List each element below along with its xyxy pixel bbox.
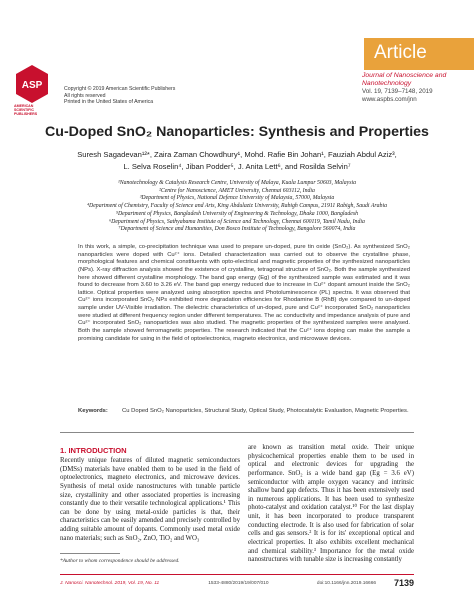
article-label: Article: [374, 42, 427, 63]
affiliation: ³Department of Physics, National Defence University of Malaysia, 57000, Malaysia: [139, 195, 335, 202]
body-column-left: Recently unique features of diluted magnetic semiconductors (DMSs) materials have enabled them to be used in the field of optoelectronics, magneto electronics, and microwave devices. Synthesis of metal oxide nanostructures with tunable particle size, crystallinity and other associated properties is increasing constantly due to their versatile technological applications.¹ This can be done by using metal-oxide particles is that, their characteristics can be easily amended and precisely controlled by adding suitable amount of dopants. Commonly used metal oxide nano materials; such as SnO₂, ZnO, TiO₂ and WO₃: [60, 457, 240, 542]
keywords-text: Cu Doped SnO₂ Nanoparticles, Structural Study, Optical Study, Photocatalytic Evaluation, Magnetic Properties.: [122, 408, 409, 414]
correspondence-note: *Author to whom correspondence should be addressed.: [60, 558, 180, 564]
logo-text: ASP: [21, 80, 43, 91]
keywords-label: Keywords:: [78, 408, 108, 414]
author-line: Suresh Sagadevan¹²*, Zaira Zaman Chowdhury¹, Mohd. Rafie Bin Johan¹, Fauziah Abdul Aziz³,: [77, 150, 397, 159]
footnote-divider: [60, 553, 120, 554]
journal-name: Journal of Nanoscience and Nanotechnology: [362, 72, 447, 87]
section-divider: [60, 432, 414, 433]
author-list: [30, 149, 444, 173]
journal-block: [362, 72, 472, 104]
paper-title: Cu-Doped SnO₂ Nanoparticles: Synthesis and Properties: [45, 124, 429, 140]
section-heading: 1. INTRODUCTION: [60, 446, 127, 455]
journal-url[interactable]: www.aspbs.com/jnn: [362, 96, 417, 103]
author-line: L. Selva Roselin⁴, Jiban Podder⁵, J. Anita Lett⁶, and Rosilda Selvin⁷: [123, 162, 351, 171]
publisher-logo: [14, 64, 50, 104]
copyright-line: All rights reserved: [64, 92, 106, 99]
copyright-block: [64, 86, 175, 106]
footer-divider: [60, 574, 414, 575]
copyright-line: Printed in the United States of America: [64, 99, 154, 106]
affiliation: ⁶Department of Physics, Sathyabama Institute of Science and Technology, Chennai 600119, Tamil Nadu, India: [109, 218, 365, 225]
affiliation-list: [30, 180, 444, 234]
keywords: [78, 407, 410, 415]
page-number: 7139: [393, 578, 414, 588]
footer-journal: J. Nanosci. Nanotechnol. 2019, Vol. 19, No. 11: [60, 580, 160, 586]
abstract: In this work, a simple, co-precipitation technique was used to prepare un-doped, pure tin oxide (SnO₂). As synthesized SnO₂ nanoparticles were doped with Cu²⁺ ions. Detailed characterization was carried out to observe the crystalline phase, morphological features and chemical constituents with opto-electrical and magnetic properties of the synthesized nanoparticles (NPs). X-ray diffraction analysis showed the existence of crystalline, tetragonal structure of SnO₂. Both the sample synthesized here showed different crystalline morphology. The band gap energy (Eg) of the synthesized sample was estimated and it was found to decrease from 3.60 to 3.26 eV. The band gap energy reduced due to increase in Cu²⁺ dopant amount inside the SnO₂ lattice. Optical properties were analyzed using absorption spectra and Photoluminescence (PL) spectra. It was observed that Cu²⁺ ions incorporated SnO₂ NPs exhibited more degradation efficiencies for Rhodamine B (RhB) dye compared to un-doped sample under UV-Visible irradiation. The dielectric characteristics of un-doped, pure and Cu²⁺ incorporated SnO₂ nanoparticles were studied at different frequency region under different temperatures. The ac conductivity and impedance analysis of pure and Cu²⁺ incorporated SnO₂ nanoparticles was also studied. The magnetic properties of the synthesized samples were analysed. Both the sample showed ferromagnetic properties. The research indicated that the Cu²⁺ ions doping can make the sample a promising candidate for using in the field of optoelectronics, magneto electronics, and microwave devices.: [78, 244, 410, 342]
journal-volume: Vol. 19, 7139–7148, 2019: [362, 88, 433, 95]
body-column-right: are known as transition metal oxide. Their unique physicochemical properties enable them to be used in optical and electronic devices for upgrading the performance. SnO₂ is a wide band gap (Eg = 3.6 eV) semiconductor with ample oxygen vacancy and intrinsic shallow band gap defects. Thus it has been extensively used in numerous applications. It has been used to synthesize photo-catalyst and oxidation catalyst.¹⁰ For the last display unit, it has been incorporated to produce transparent conducting electrode. It is also used for fabrication of solar cells and gas sensors.² It is for its' exceptional optical and electrical properties. It also exhibits excellent mechanical and chemical stability.³ Importance for the metal oxide nanostructures with tunable size is increasing constantly: [248, 444, 414, 564]
publisher-name: AMERICAN SCIENTIFIC PUBLISHERS: [14, 104, 38, 116]
affiliation: ²Centre for Nanoscience, AMET University, Chennai 603112, India: [159, 187, 315, 194]
affiliation: ⁷Department of Science and Humanities, Don Bosco Institute of Technology, Bangalore 560074, India: [118, 226, 356, 233]
footer-issn: 1533-4880/2019/19/007/010: [208, 580, 269, 586]
page-footer: [60, 578, 414, 588]
affiliation: ⁴Department of Chemistry, Faculty of Science and Arts, King Abdulaziz University, Rabigh Campus, 21911 Rabigh, Saudi Arabia: [87, 203, 387, 210]
copyright-line: Copyright © 2019 American Scientific Publishers: [64, 86, 176, 92]
footer-doi[interactable]: doi:10.1166/jnn.2019.16666: [316, 580, 377, 586]
affiliation: ⁵Department of Physics, Bangladesh University of Engineering & Technology, Dhaka 1000, Bangladesh: [115, 210, 359, 217]
affiliation: ¹Nanotechnology & Catalysis Research Centre, University of Malaya, Kuala Lumpur 50603, Malaysia: [118, 180, 356, 186]
